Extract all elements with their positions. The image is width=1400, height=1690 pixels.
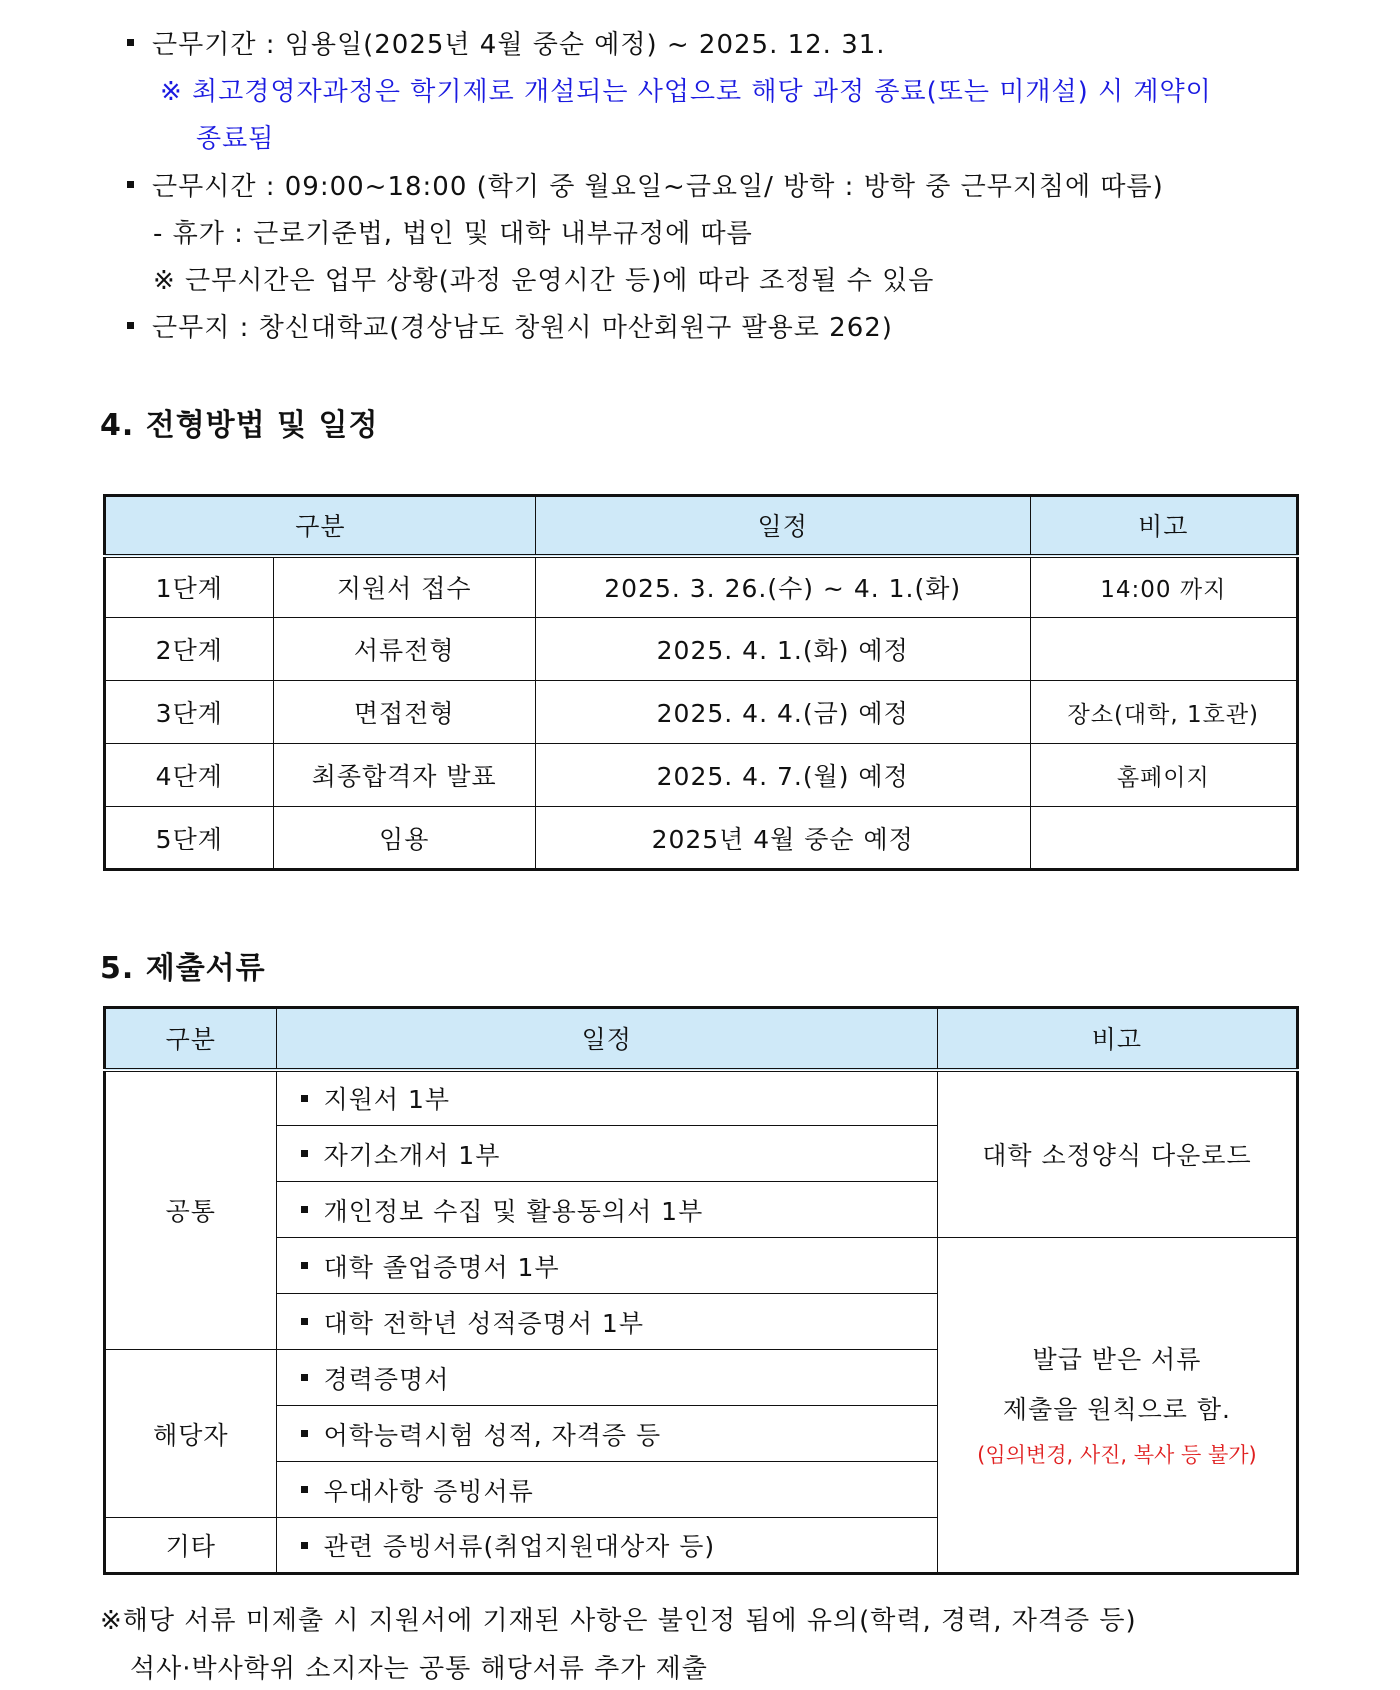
note-issued-line-3: (임의변경, 사진, 복사 등 불가) <box>977 1443 1257 1467</box>
table-row <box>105 681 1298 744</box>
note-cell: 14:00 까지 <box>1030 556 1297 618</box>
work-location-text: 근무지 : 창신대학교(경상남도 창원시 마산회원구 팔용로 262) <box>152 313 893 343</box>
footer-note-1: ※해당 서류 미제출 시 지원서에 기재된 사항은 불인정 됨에 유의(학력, 경력, 자격증 등) <box>100 1606 1137 1636</box>
schedule-cell: 2025. 3. 26.(수) ~ 4. 1.(화) <box>535 556 1030 618</box>
bullet-icon <box>301 1486 308 1493</box>
stage-cell: 2단계 <box>105 618 274 681</box>
doc-item <box>276 1350 937 1406</box>
doc-item-text: 관련 증빙서류(취업지원대상자 등) <box>323 1532 716 1561</box>
doc-item-text: 우대사항 증빙서류 <box>323 1476 534 1506</box>
schedule-cell: 2025. 4. 7.(월) 예정 <box>535 744 1030 807</box>
stage-name-cell: 서류전형 <box>273 618 535 681</box>
work-location-line <box>127 307 893 344</box>
section5-title: 5. 제출서류 <box>100 951 266 986</box>
table-row <box>105 618 1298 681</box>
stage-cell: 3단계 <box>105 681 274 744</box>
bullet-icon <box>127 181 134 188</box>
note-cell <box>1030 807 1297 870</box>
schedule-cell: 2025년 4월 중순 예정 <box>535 807 1030 870</box>
section4-title: 4. 전형방법 및 일정 <box>100 408 379 443</box>
header-note: 비고 <box>1030 496 1297 556</box>
schedule-cell: 2025. 4. 1.(화) 예정 <box>535 618 1030 681</box>
stage-name-cell: 면접전형 <box>273 681 535 744</box>
period-note-1: ※ 최고경영자과정은 학기제로 개설되는 사업으로 해당 과정 종료(또는 미개설) 시 계약이 <box>160 77 1212 107</box>
doc-item <box>276 1406 937 1462</box>
bullet-icon <box>127 322 134 329</box>
schedule-cell: 2025. 4. 4.(금) 예정 <box>535 681 1030 744</box>
doc-item-text: 어학능력시험 성적, 자격증 등 <box>323 1420 662 1450</box>
bullet-icon <box>301 1542 308 1549</box>
doc-item-text: 경력증명서 <box>323 1364 450 1394</box>
doc-item <box>276 1070 937 1126</box>
bullet-icon <box>301 1206 308 1213</box>
leave-line: - 휴가 : 근로기준법, 법인 및 대학 내부규정에 따름 <box>153 219 753 249</box>
footer-note-2: 석사·박사학위 소지자는 공통 해당서류 추가 제출 <box>130 1654 708 1684</box>
header-note: 비고 <box>937 1008 1297 1070</box>
note-cell: 장소(대학, 1호관) <box>1030 681 1297 744</box>
group-other: 기타 <box>105 1518 277 1574</box>
bullet-icon <box>301 1262 308 1269</box>
table-row <box>105 744 1298 807</box>
stage-name-cell: 임용 <box>273 807 535 870</box>
doc-item <box>276 1182 937 1238</box>
doc-item-text: 대학 전학년 성적증명서 1부 <box>323 1308 644 1338</box>
bullet-icon <box>301 1318 308 1325</box>
work-hours-line <box>127 166 1164 203</box>
selection-schedule-table <box>103 494 1299 871</box>
bullet-icon <box>301 1430 308 1437</box>
bullet-icon <box>301 1150 308 1157</box>
doc-item-text: 개인정보 수집 및 활용동의서 1부 <box>323 1196 704 1226</box>
stage-cell: 1단계 <box>105 556 274 618</box>
bullet-icon <box>127 39 134 46</box>
header-category: 구분 <box>105 1008 277 1070</box>
header-schedule: 일정 <box>535 496 1030 556</box>
work-period-line <box>127 24 886 61</box>
table-row <box>105 1070 1298 1126</box>
note-download: 대학 소정양식 다운로드 <box>937 1070 1297 1238</box>
group-applicable: 해당자 <box>105 1350 277 1518</box>
table-row <box>105 556 1298 618</box>
stage-cell: 5단계 <box>105 807 274 870</box>
note-cell <box>1030 618 1297 681</box>
doc-item-text: 대학 졸업증명서 1부 <box>323 1252 560 1282</box>
hours-note-line: ※ 근무시간은 업무 상황(과정 운영시간 등)에 따라 조정될 수 있음 <box>153 266 935 296</box>
header-schedule: 일정 <box>276 1008 937 1070</box>
note-issued <box>937 1238 1297 1574</box>
doc-item <box>276 1462 937 1518</box>
doc-item-text: 자기소개서 1부 <box>323 1140 501 1170</box>
header-category: 구분 <box>105 496 536 556</box>
note-issued-line-2: 제출을 원칙으로 함. <box>1002 1395 1231 1424</box>
table-row <box>105 1238 1298 1294</box>
stage-name-cell: 최종합격자 발표 <box>273 744 535 807</box>
period-note-2: 종료됨 <box>196 124 275 154</box>
work-period-text: 근무기간 : 임용일(2025년 4월 중순 예정) ~ 2025. 12. 31. <box>152 30 886 60</box>
stage-cell: 4단계 <box>105 744 274 807</box>
work-hours-text: 근무시간 : 09:00~18:00 (학기 중 월요일~금요일/ 방학 : 방학 중 근무지침에 따름) <box>152 172 1164 202</box>
doc-item <box>276 1126 937 1182</box>
note-issued-line-1: 발급 받은 서류 <box>1032 1345 1202 1374</box>
documents-table <box>103 1006 1299 1575</box>
note-cell: 홈페이지 <box>1030 744 1297 807</box>
doc-item-text: 지원서 1부 <box>323 1085 451 1115</box>
doc-item <box>276 1294 937 1350</box>
doc-item <box>276 1518 937 1574</box>
bullet-icon <box>301 1374 308 1381</box>
bullet-icon <box>301 1095 308 1102</box>
table-row <box>105 807 1298 870</box>
stage-name-cell: 지원서 접수 <box>273 556 535 618</box>
group-common: 공통 <box>105 1070 277 1350</box>
doc-item <box>276 1238 937 1294</box>
